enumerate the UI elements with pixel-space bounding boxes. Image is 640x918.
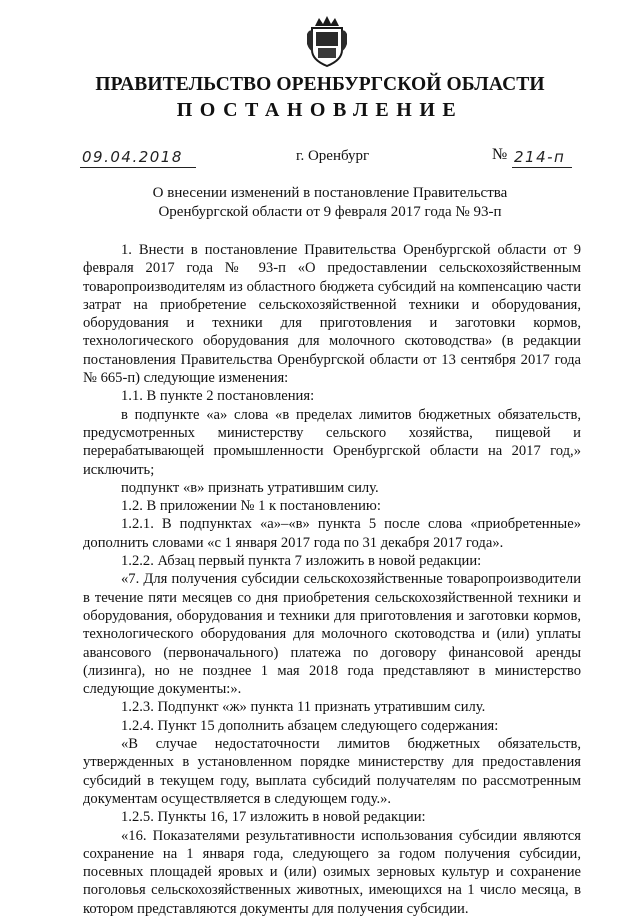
paragraph: 1.2. В приложении № 1 к постановлению: [121, 498, 381, 515]
number-label: № [492, 146, 508, 163]
document-type: ПОСТАНОВЛЕНИЕ [176, 99, 464, 121]
paragraph: 1.2.1. В подпунктах «а»–«в» пункта 5 после слова «приобретенные» дополнить словами «с 1 января 2017 года по 31 декабря 2017 года». [83, 516, 581, 551]
document-number: 214-п [512, 149, 572, 168]
document-city: г. Оренбург [296, 148, 370, 164]
paragraph: 1. Внести в постановление Правительства Оренбургской области от 9 февраля 2017 года № 93-п «О предоставлении сельскохозяйственным товаропроизводителям из областного бюджета субсидий на компенсацию части затрат на приобретение сельскохозяйственной техники и оборудования, оборудования и техники для приготовления и заготовки кормов, технологического оборудования для молочного скотоводства» (в редакции постановления Правительства Оренбургской области от 13 сентября 2017 года № 665-п) следующие изменения: [83, 242, 581, 387]
paragraph: «16. Показателями результативности использования субсидии являются сохранение на 1 января года, следующего за годом получения субсидии, посевных площадей яровых и (или) озимых зерновых культур и сохранение поголовья сельскохозяйственных животных, имеющихся на 1 число месяца, в котором представляются документы для получения субсидии. [83, 827, 581, 917]
paragraph: 1.2.5. Пункты 16, 17 изложить в новой редакции: [121, 809, 426, 826]
paragraph: 1.1. В пункте 2 постановления: [121, 388, 315, 405]
paragraph: 1.2.2. Абзац первый пункта 7 изложить в новой редакции: [121, 553, 482, 570]
paragraph: подпункт «в» признать утратившим силу. [121, 479, 379, 496]
coat-of-arms-icon [305, 12, 349, 68]
paragraph: 1.2.4. Пункт 15 дополнить абзацем следующего содержания: [121, 717, 499, 734]
paragraph: 1.2.3. Подпункт «ж» пункта 11 признать утратившим силу. [121, 699, 486, 716]
paragraph: «В случае недостаточности лимитов бюджетных обязательств, утвержденных в установленном порядке министерству для предоставления субсидий в текущем году, выплата субсидий получателям по рассмотренным документам осуществляется в следующем году.». [83, 736, 581, 807]
paragraph: в подпункте «а» слова «в пределах лимитов бюджетных обязательств, предусмотренных министерству сельского хозяйства, пищевой и перерабатывающей промышленности Оренбургской области на 2017 год,» исключить; [83, 406, 581, 478]
paragraph: «7. Для получения субсидии сельскохозяйственные товаропроизводители в течение пяти месяцев со дня приобретения сельскохозяйственной техники и оборудования, оборудования и техники для приготовления и заготовки кормов, технологического оборудования для молочного скотоводства и (или) уплаты авансового (первоначального) платежа по договору финансовой аренды (лизинга), но не позднее 1 мая 2018 года представляют в министерство следующие документы:». [83, 571, 581, 698]
document-date: 09.04.2018 [80, 149, 196, 168]
document-body [83, 241, 581, 918]
document-subject: О внесении изменений в постановление Правительства Оренбургской области от 9 февраля 2017 года № 93-п [152, 185, 508, 220]
government-name: ПРАВИТЕЛЬСТВО ОРЕНБУРГСКОЙ ОБЛАСТИ [95, 74, 545, 95]
